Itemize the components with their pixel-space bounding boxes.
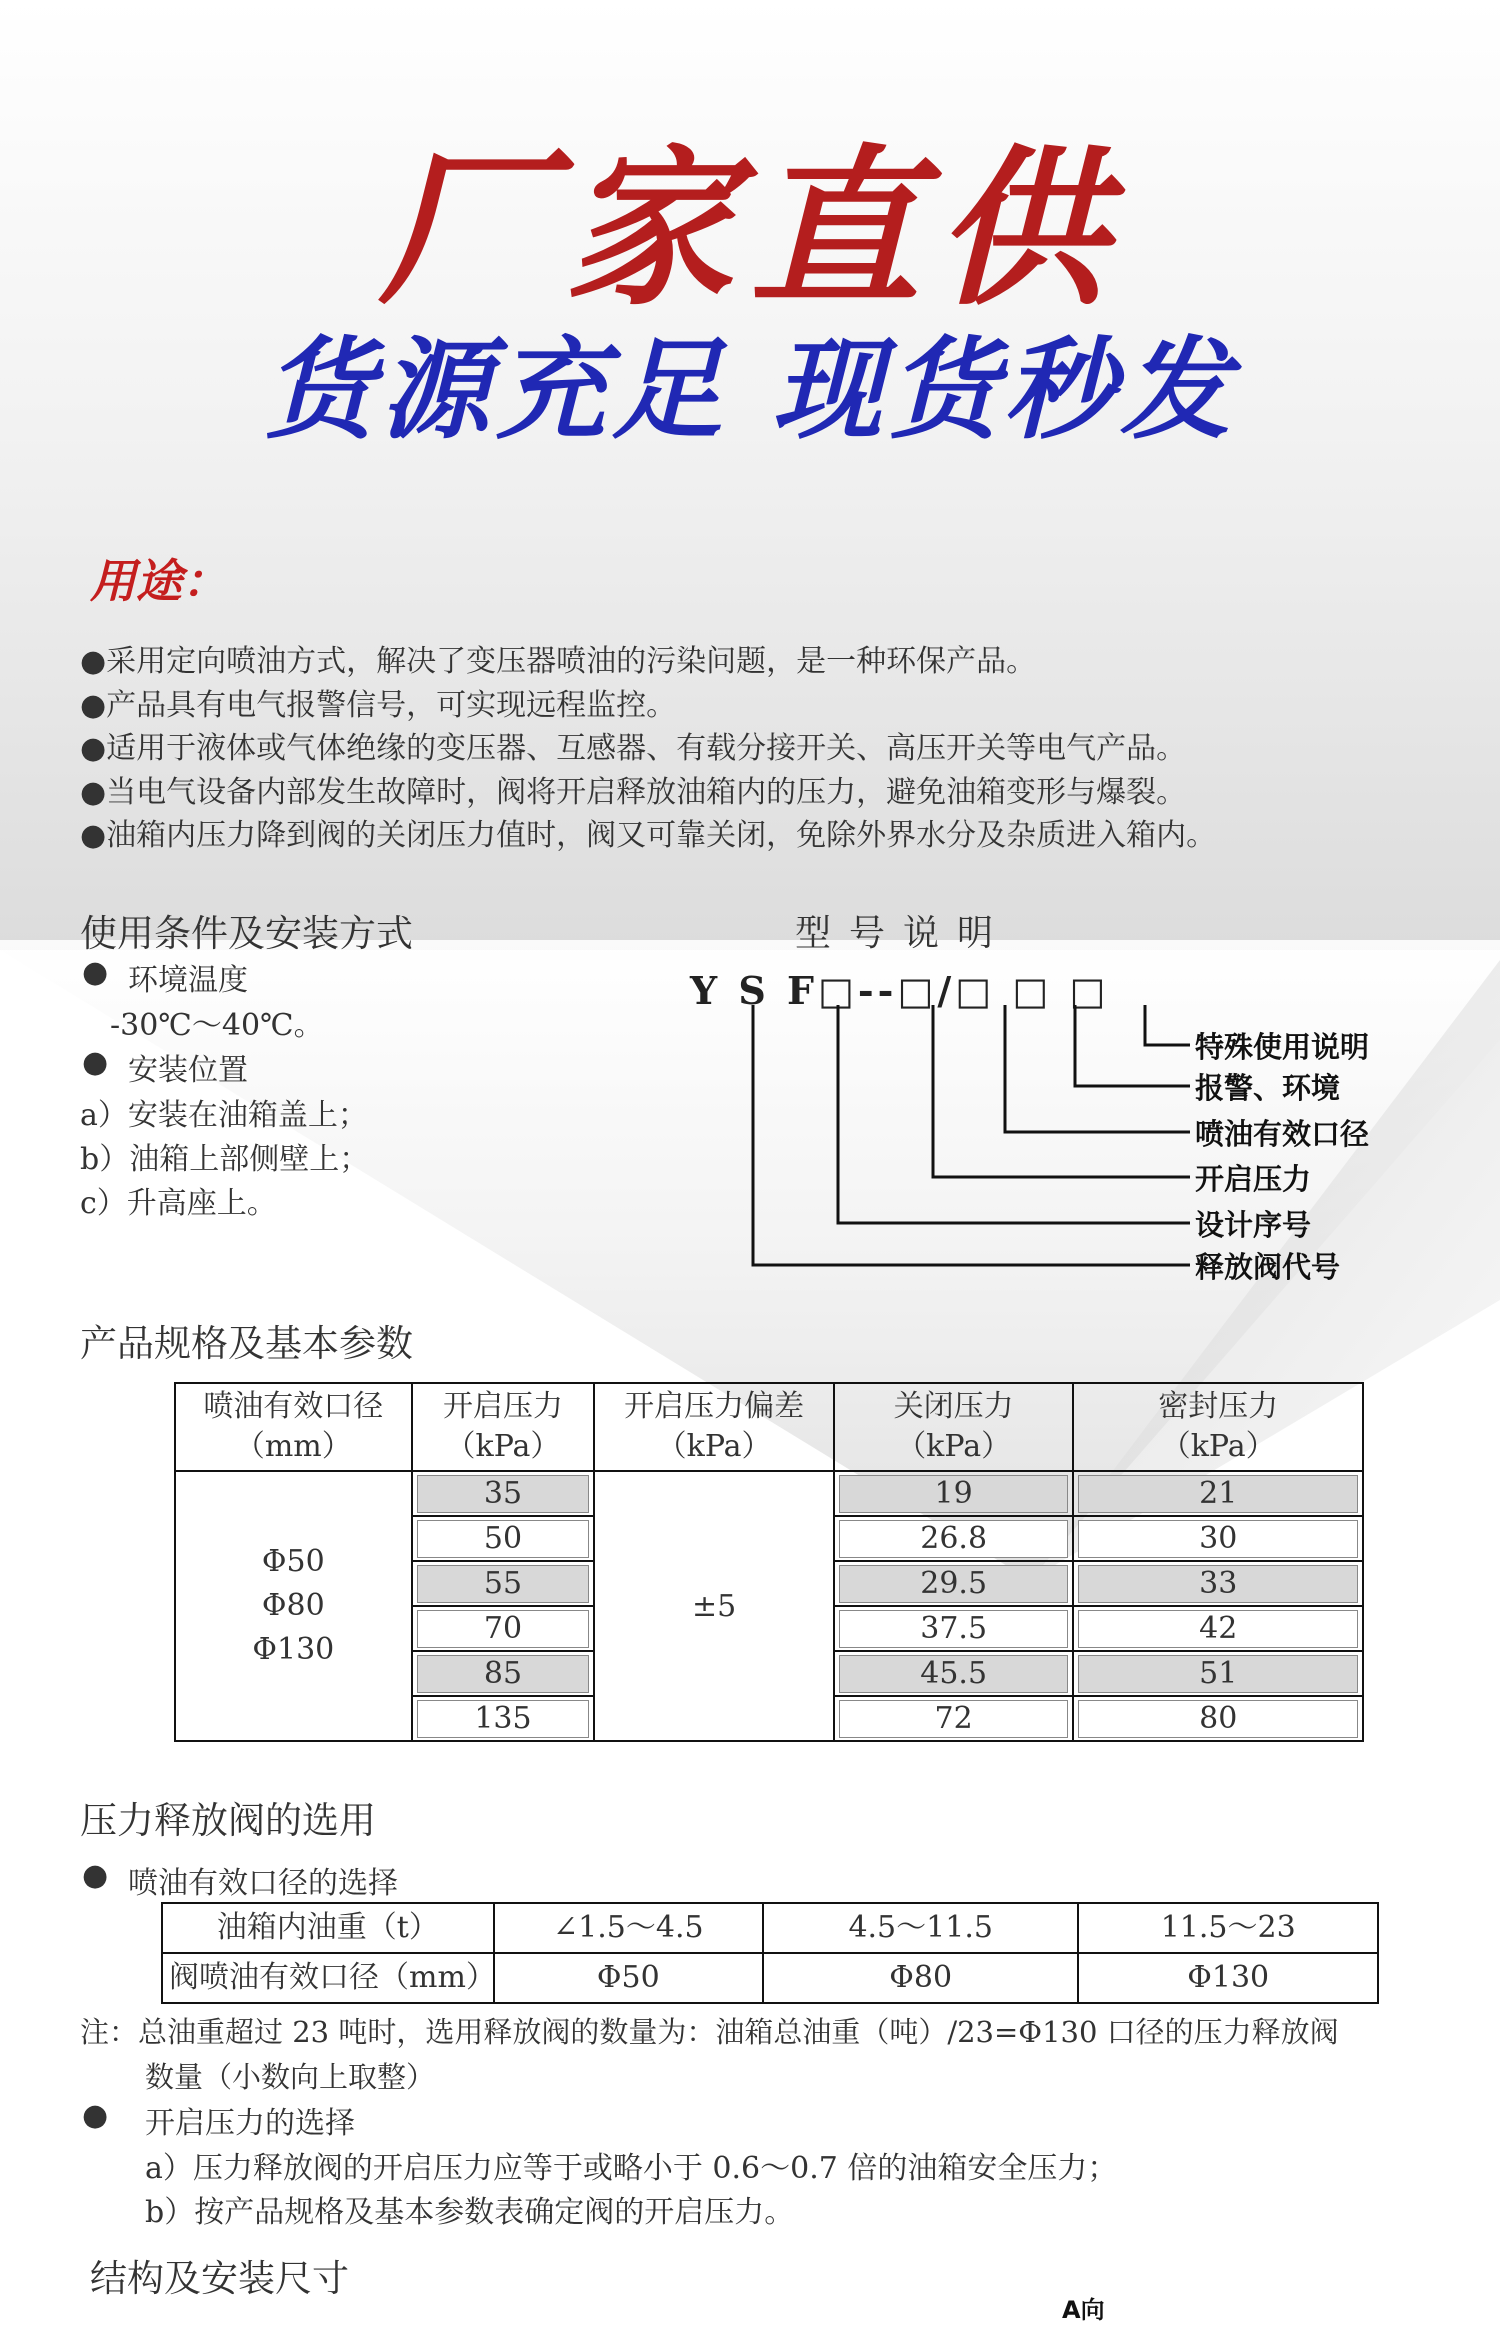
seal-pressure-cell: 21 <box>1073 1471 1363 1516</box>
open-pressure-cell: 85 <box>412 1651 595 1696</box>
diameter-cell: Φ50 Φ80 Φ130 <box>175 1471 412 1741</box>
open-pressure-cell: 135 <box>412 1696 595 1741</box>
model-code: Y S F□--□/□ □ □ <box>690 968 1110 1013</box>
position-item: a）安装在油箱盖上； <box>80 1098 368 1133</box>
table-row <box>162 1903 1378 1953</box>
conditions-title: 使用条件及安装方式 <box>80 912 413 955</box>
selection-sub1: 喷油有效口径的选择 <box>128 1866 398 1901</box>
selection-note: 注：总油重超过 23 吨时，选用释放阀的数量为：油箱总油重（吨）/23=Φ130 口径的压力释放阀 <box>80 2015 1339 2049</box>
temp-value: -30℃～40℃。 <box>110 1008 324 1043</box>
banner-title: 厂家直供 <box>377 131 1122 329</box>
close-pressure-cell: 26.8 <box>834 1516 1074 1561</box>
table-cell: Φ130 <box>1078 1953 1378 2003</box>
structure-title: 结构及安装尺寸 <box>90 2257 349 2300</box>
banner-subtitle: 货源充足 现货秒发 <box>263 326 1237 454</box>
seal-pressure-cell: 30 <box>1073 1516 1363 1561</box>
close-pressure-cell: 72 <box>834 1696 1074 1741</box>
selection-sub2: 开启压力的选择 <box>145 2106 355 2141</box>
table-row <box>162 1953 1378 2003</box>
table-header-row <box>175 1383 1363 1471</box>
selection-title: 压力释放阀的选用 <box>80 1799 376 1842</box>
table-header-cell: 开启压力偏差 （kPa） <box>594 1383 834 1471</box>
close-pressure-cell: 19 <box>834 1471 1074 1516</box>
model-label: 报警、环境 <box>1195 1071 1341 1105</box>
view-label: A向 <box>1062 2296 1105 2324</box>
spec-table <box>174 1382 1364 1742</box>
bullet-dot: ● <box>82 2098 109 2133</box>
close-pressure-cell: 45.5 <box>834 1651 1074 1696</box>
usage-item: ●当电气设备内部发生故障时，阀将开启释放油箱内的压力，避免油箱变形与爆裂。 <box>80 774 1187 810</box>
position-item: c）升高座上。 <box>80 1186 277 1221</box>
selection-note-cont: 数量（小数向上取整） <box>145 2060 436 2094</box>
position-label: 安装位置 <box>128 1053 248 1088</box>
selection-sub2-item: a）压力释放阀的开启压力应等于或略小于 0.6～0.7 倍的油箱安全压力； <box>145 2151 1118 2186</box>
usage-item: ●采用定向喷油方式，解决了变压器喷油的污染问题，是一种环保产品。 <box>80 644 1037 679</box>
table-cell: ∠1.5～4.5 <box>494 1903 763 1953</box>
close-pressure-cell: 29.5 <box>834 1561 1074 1606</box>
table-cell: 油箱内油重（t） <box>162 1903 494 1953</box>
seal-pressure-cell: 80 <box>1073 1696 1363 1741</box>
model-label: 特殊使用说明 <box>1195 1030 1370 1064</box>
table-cell: 11.5～23 <box>1078 1903 1378 1953</box>
seal-pressure-cell: 42 <box>1073 1606 1363 1651</box>
selection-sub2-item: b）按产品规格及基本参数表确定阀的开启压力。 <box>145 2195 795 2230</box>
open-pressure-cell: 35 <box>412 1471 595 1516</box>
table-header-cell: 关闭压力 （kPa） <box>834 1383 1074 1471</box>
table-cell: Φ80 <box>763 1953 1078 2003</box>
model-label: 释放阀代号 <box>1195 1250 1341 1284</box>
table-header-cell: 开启压力 （kPa） <box>412 1383 595 1471</box>
selection-table <box>161 1902 1379 2004</box>
usage-item: ●油箱内压力降到阀的关闭压力值时，阀又可靠关闭，免除外界水分及杂质进入箱内。 <box>80 818 1217 853</box>
bullet-dot: ● <box>82 1858 109 1893</box>
open-pressure-cell: 70 <box>412 1606 595 1651</box>
model-label: 开启压力 <box>1195 1162 1312 1196</box>
temp-label: 环境温度 <box>128 963 248 998</box>
usage-heading: 用途： <box>90 554 228 608</box>
table-row <box>175 1471 1363 1516</box>
seal-pressure-cell: 33 <box>1073 1561 1363 1606</box>
seal-pressure-cell: 51 <box>1073 1651 1363 1696</box>
spec-title: 产品规格及基本参数 <box>80 1322 413 1365</box>
usage-item: ●产品具有电气报警信号，可实现远程监控。 <box>80 687 677 723</box>
table-header-cell: 密封压力 （kPa） <box>1073 1383 1363 1471</box>
model-title: 型号说明 <box>795 913 1012 954</box>
bullet-dot: ● <box>82 955 109 990</box>
position-item: b）油箱上部侧壁上； <box>80 1142 370 1177</box>
open-pressure-cell: 50 <box>412 1516 595 1561</box>
model-label: 设计序号 <box>1195 1208 1312 1242</box>
open-pressure-cell: 55 <box>412 1561 595 1606</box>
table-header-cell: 喷油有效口径 （mm） <box>175 1383 412 1471</box>
table-cell: 4.5～11.5 <box>763 1903 1078 1953</box>
usage-item: ●适用于液体或气体绝缘的变压器、互感器、有载分接开关、高压开关等电气产品。 <box>80 731 1187 766</box>
table-cell: 阀喷油有效口径（mm） <box>162 1953 494 2003</box>
close-pressure-cell: 37.5 <box>834 1606 1074 1651</box>
model-label: 喷油有效口径 <box>1195 1117 1370 1151</box>
table-cell: Φ50 <box>494 1953 763 2003</box>
deviation-cell: ±5 <box>594 1471 834 1741</box>
bullet-dot: ● <box>82 1045 109 1080</box>
